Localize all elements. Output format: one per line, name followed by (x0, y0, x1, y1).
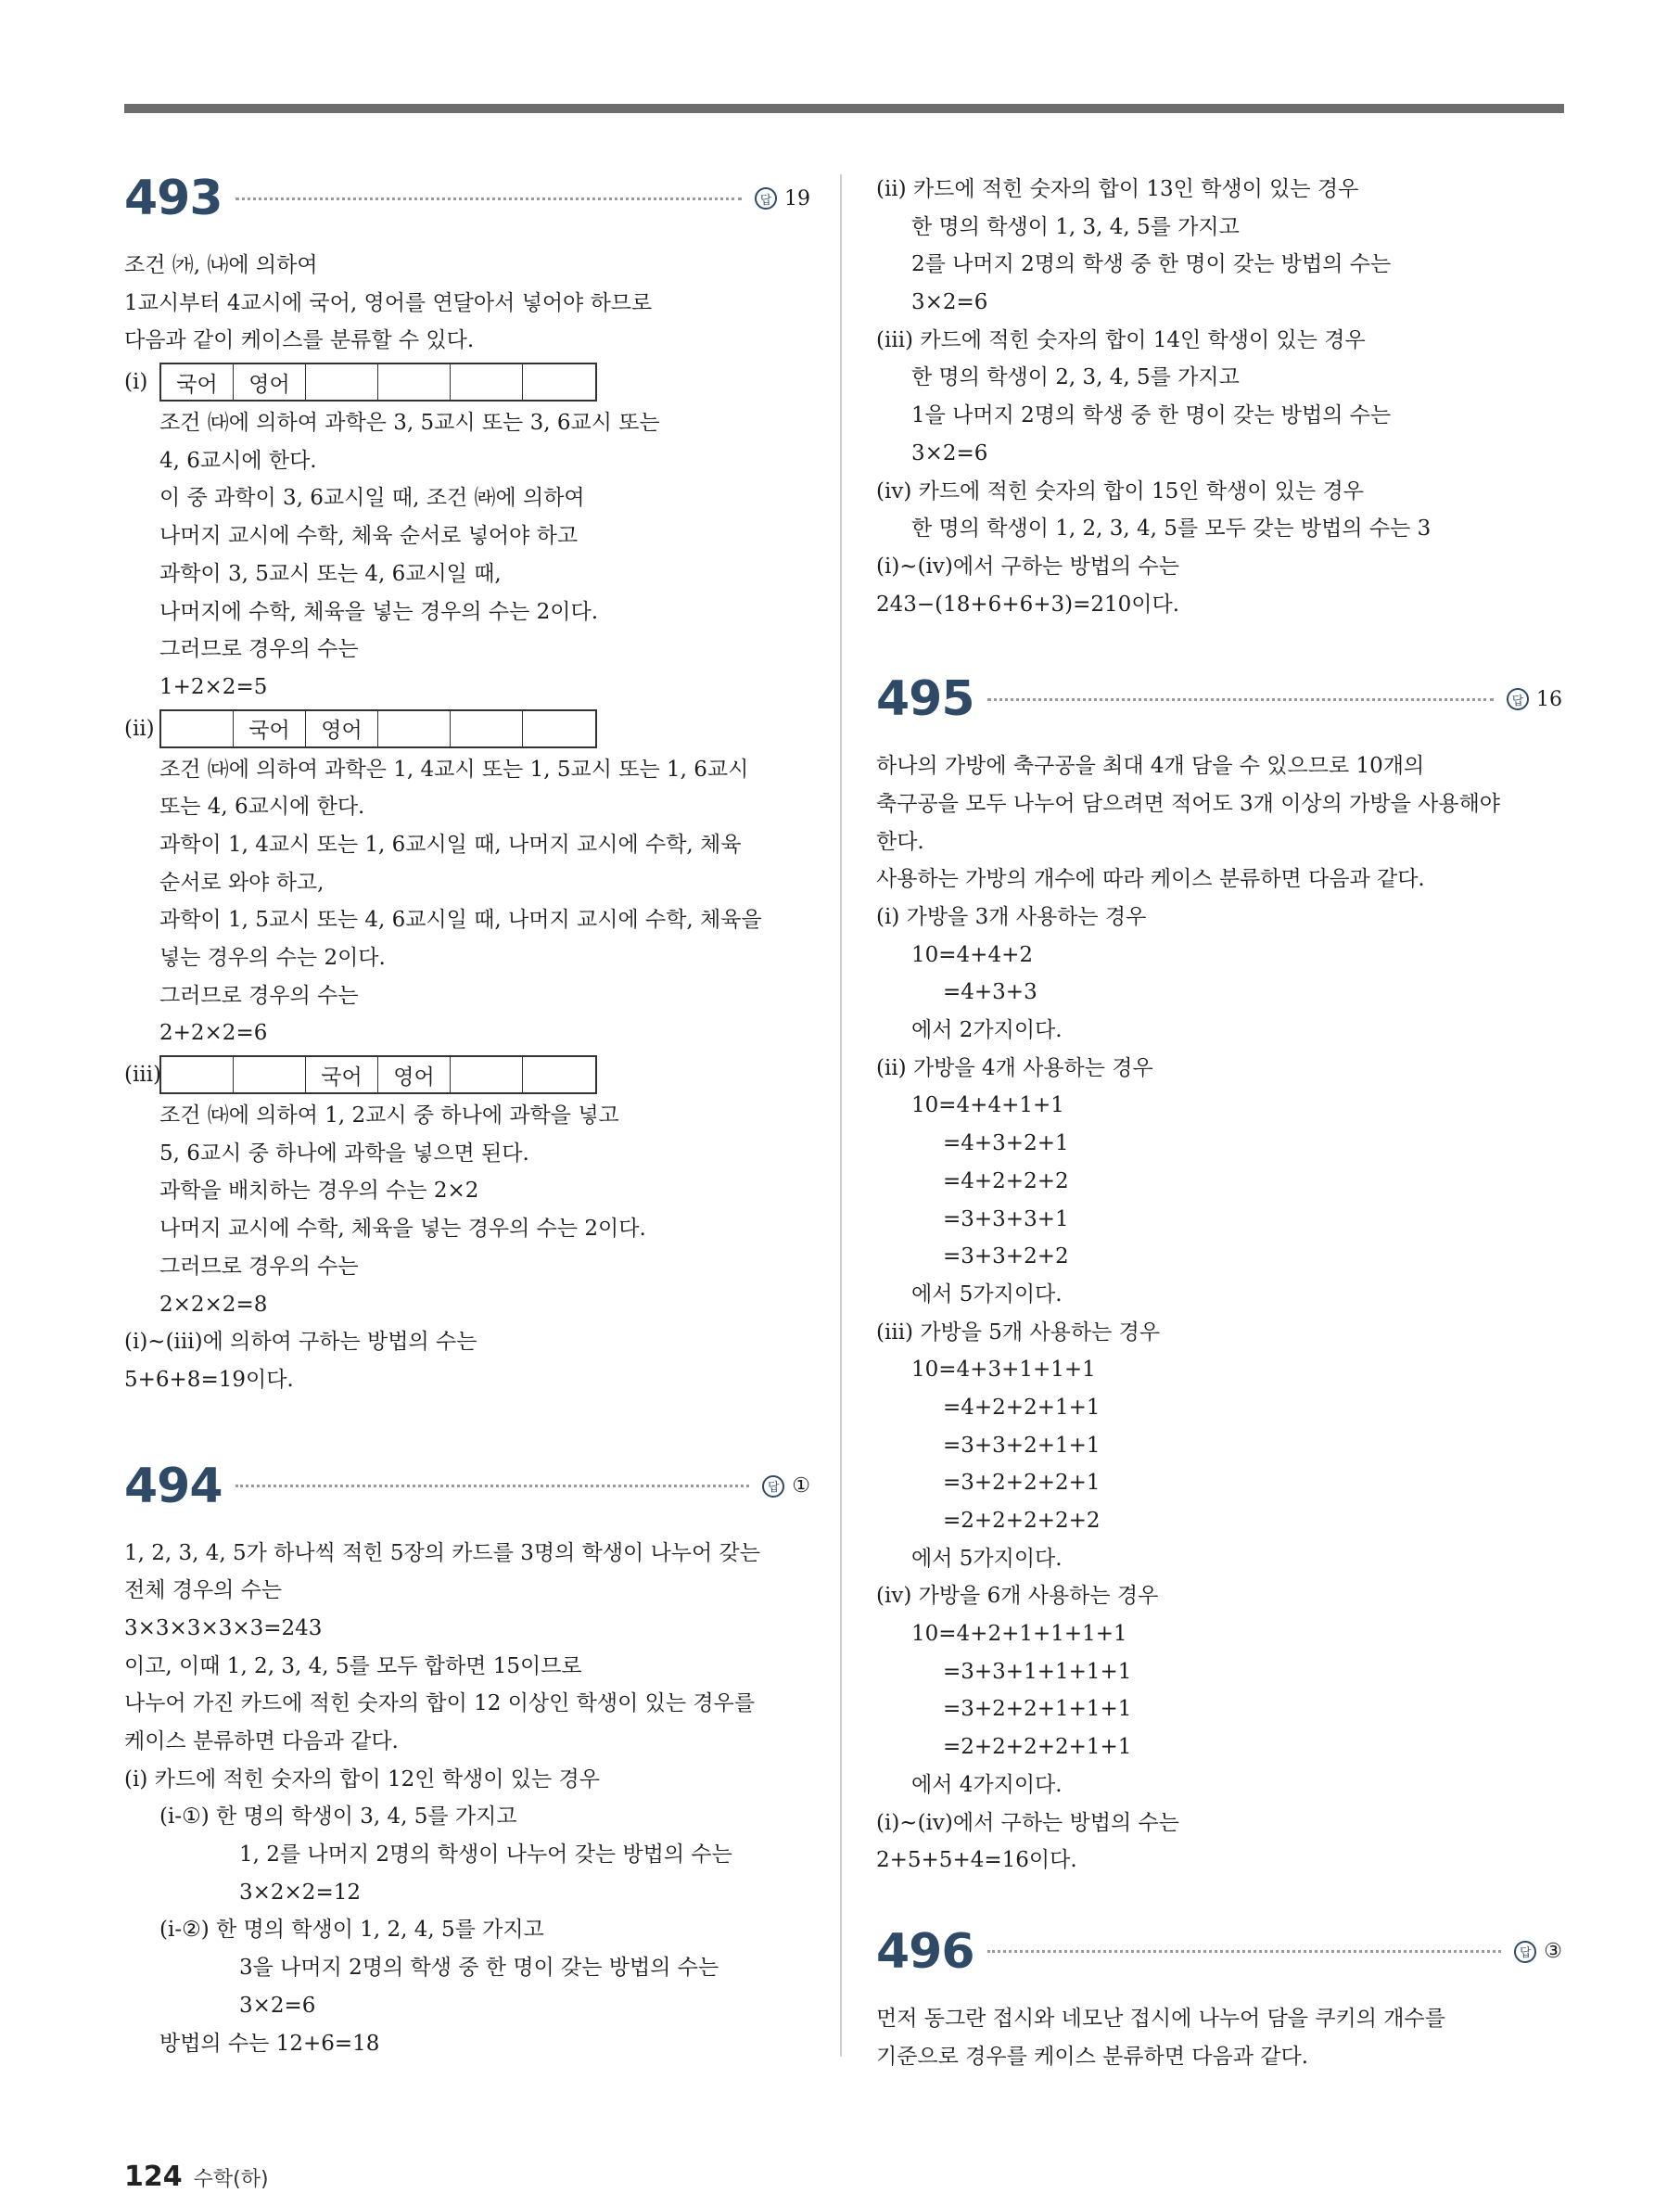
grid-cell: 영어 (234, 364, 306, 400)
equation-line: =3+2+2+2+1 (943, 1471, 1101, 1496)
text-line: 에서 4가지이다. (911, 1772, 1063, 1797)
grid-cell (523, 1057, 595, 1092)
equation-line: =4+2+2+2 (943, 1168, 1069, 1193)
page-number: 124 (124, 2161, 183, 2193)
text-line: (ⅳ) 가방을 6개 사용하는 경우 (876, 1584, 1159, 1609)
text-line: (ⅰ) 카드에 적힌 숫자의 합이 12인 학생이 있는 경우 (124, 1766, 600, 1791)
equation-line: 10=4+4+2 (911, 942, 1033, 967)
grid-cell (523, 711, 595, 746)
grid-cell: 국어 (306, 1057, 378, 1092)
case-table-row (124, 1052, 810, 1097)
answer-icon: 답 (755, 187, 777, 210)
text-line: 방법의 수는 12+6=18 (159, 2031, 380, 2056)
equation-line: 10=4+2+1+1+1+1 (911, 1622, 1127, 1647)
answer-value: 19 (784, 186, 810, 210)
text-line: 다음과 같이 케이스를 분류할 수 있다. (124, 328, 475, 353)
answer-icon: 답 (1507, 688, 1529, 710)
text-line: (ⅳ) 카드에 적힌 숫자의 합이 15인 학생이 있는 경우 (876, 478, 1364, 504)
dotted-leader (235, 1485, 750, 1487)
answer-box (1514, 1940, 1562, 1963)
equation-line: =3+2+2+1+1+1 (943, 1697, 1132, 1722)
text-line: 5, 6교시 중 하나에 과학을 넣으면 된다. (159, 1141, 529, 1166)
text-line: 조건 ㈐에 의하여 과학은 1, 4교시 또는 1, 5교시 또는 1, 6교시 (159, 757, 749, 782)
text-line: 3×2=6 (239, 1993, 316, 2018)
equation-line: 10=4+3+1+1+1 (911, 1358, 1096, 1383)
schedule-grid (159, 1055, 597, 1094)
problem-number: 496 (876, 1923, 974, 1980)
text-line: (ⅰ)~(ⅳ)에서 구하는 방법의 수는 (876, 554, 1179, 579)
grid-cell: 국어 (234, 711, 306, 746)
text-line: 2×2×2=8 (159, 1292, 268, 1317)
grid-cell (234, 1057, 306, 1092)
text-line: 이 중 과학이 3, 6교시일 때, 조건 ㈑에 의하여 (159, 486, 585, 511)
column-divider (840, 174, 842, 2057)
section-gap (876, 623, 1562, 664)
answer-box (1507, 688, 1562, 711)
text-line: 또는 4, 6교시에 한다. (159, 795, 365, 820)
text-line: 조건 ㈐에 의하여 1, 2교시 중 하나에 과학을 넣고 (159, 1103, 619, 1128)
grid-cell (523, 364, 595, 400)
schedule-grid (159, 363, 597, 402)
text-line: 한 명의 학생이 1, 2, 3, 4, 5를 모두 갖는 방법의 수는 3 (911, 516, 1432, 542)
equation-line: =4+3+3 (943, 980, 1037, 1005)
grid-cell (306, 364, 378, 400)
text-line: 1, 2를 나머지 2명의 학생이 나누어 갖는 방법의 수는 (239, 1842, 732, 1868)
equation-line: =3+3+3+1 (943, 1206, 1069, 1231)
subcase-label: (ⅰ-②) (159, 1918, 210, 1943)
problem-number: 493 (124, 171, 223, 226)
text-line: 한다. (876, 829, 924, 854)
grid-cell (451, 1057, 523, 1092)
top-rule (124, 104, 1564, 113)
text-line: (ⅰ)~(ⅳ)에서 구하는 방법의 수는 (876, 1810, 1179, 1835)
text-line: 1, 2, 3, 4, 5가 하나씩 적힌 5장의 카드를 3명의 학생이 나누어 갖는 (124, 1540, 760, 1565)
text-line: 과학을 배치하는 경우의 수는 2×2 (159, 1179, 479, 1204)
text-line: 3×2=6 (911, 290, 988, 315)
text-line: 1+2×2=5 (159, 674, 268, 699)
grid-cell: 국어 (161, 364, 234, 400)
answer-value: 16 (1536, 687, 1562, 711)
equation-line: =3+3+1+1+1+1 (943, 1659, 1132, 1684)
equation-line: 10=4+4+1+1 (911, 1093, 1064, 1118)
text-line: 과학이 3, 5교시 또는 4, 6교시일 때, (159, 561, 502, 586)
problem-number: 495 (876, 671, 974, 728)
grid-cell: 영어 (306, 711, 378, 746)
left-column (124, 163, 810, 2062)
problem-number: 494 (124, 1458, 223, 1514)
grid-cell (378, 711, 451, 746)
equation-line: =2+2+2+2+1+1 (943, 1735, 1132, 1760)
text-line: (ⅲ) 가방을 5개 사용하는 경우 (876, 1320, 1161, 1345)
text-line: 2+2×2=6 (159, 1021, 268, 1046)
subcase-line (124, 1798, 810, 1836)
equation-line: =4+2+2+1+1 (943, 1395, 1101, 1420)
answer-icon: 답 (1514, 1941, 1536, 1963)
text-line: (ⅱ) 카드에 적힌 숫자의 합이 13인 학생이 있는 경우 (876, 177, 1359, 201)
case-table-row (124, 707, 810, 751)
text-line: (ⅱ) 가방을 4개 사용하는 경우 (876, 1055, 1153, 1080)
answer-icon: 답 (762, 1475, 784, 1498)
dotted-leader (987, 1950, 1502, 1953)
grid-cell (451, 711, 523, 746)
section-gap (876, 1880, 1562, 1917)
dotted-leader (987, 698, 1494, 701)
case-label: (ⅱ) (124, 716, 155, 741)
text-line: 과학이 1, 5교시 또는 4, 6교시일 때, 나머지 교시에 수학, 체육을 (159, 908, 762, 933)
text-line: 나머지 교시에 수학, 체육을 넣는 경우의 수는 2이다. (159, 1217, 646, 1242)
subject-label: 수학(하) (193, 2168, 269, 2191)
text-line: 전체 경우의 수는 (124, 1578, 283, 1603)
text-line: (ⅰ)~(ⅲ)에 의하여 구하는 방법의 수는 (124, 1330, 477, 1355)
grid-cell: 영어 (378, 1057, 451, 1092)
answer-value: ① (792, 1474, 810, 1498)
text-line: 이고, 이때 1, 2, 3, 4, 5를 모두 합하면 15이므로 (124, 1653, 582, 1678)
text-line: 조건 ㈐에 의하여 과학은 3, 5교시 또는 3, 6교시 또는 (159, 411, 660, 436)
page-footer (124, 2161, 269, 2193)
text-line: 나누어 가진 카드에 적힌 숫자의 합이 12 이상인 학생이 있는 경우를 (124, 1691, 756, 1716)
grid-cell (161, 711, 234, 746)
text-line: 3×3×3×3×3=243 (124, 1615, 323, 1640)
text-line: 3×2×2=12 (239, 1880, 361, 1905)
equation-line: =2+2+2+2+2 (943, 1509, 1101, 1533)
text-line: 사용하는 가방의 개수에 따라 케이스 분류하면 다음과 같다. (876, 867, 1425, 892)
problem-496-header (876, 1917, 1562, 1987)
subcase-line (124, 1911, 810, 1949)
text-line: 에서 5가지이다. (911, 1281, 1063, 1307)
text-line: 1을 나머지 2명의 학생 중 한 명이 갖는 방법의 수는 (911, 403, 1392, 428)
dotted-leader (235, 198, 742, 200)
text-line: 조건 ㈎, ㈏에 의하여 (124, 253, 318, 277)
text-line: 한 명의 학생이 2, 3, 4, 5를 가지고 (911, 365, 1240, 390)
text-line: (ⅰ) 가방을 3개 사용하는 경우 (876, 905, 1147, 929)
right-column (876, 171, 1562, 2075)
text-line: 넣는 경우의 수는 2이다. (159, 946, 386, 970)
answer-box (762, 1474, 810, 1498)
problem-494-header (124, 1451, 810, 1522)
text-line: 2+5+5+4=16이다. (876, 1848, 1077, 1873)
section-gap (124, 1399, 810, 1451)
text-line: 3을 나머지 2명의 학생 중 한 명이 갖는 방법의 수는 (239, 1956, 719, 1981)
text-line: 2를 나머지 2명의 학생 중 한 명이 갖는 방법의 수는 (911, 252, 1392, 277)
text-line: (ⅲ) 카드에 적힌 숫자의 합이 14인 학생이 있는 경우 (876, 327, 1366, 352)
text-line: 1교시부터 4교시에 국어, 영어를 연달아서 넣어야 하므로 (124, 290, 653, 315)
grid-cell (451, 364, 523, 400)
problem-493-header (124, 163, 810, 234)
subcase-text: 한 명의 학생이 1, 2, 4, 5를 가지고 (216, 1918, 544, 1943)
grid-cell (161, 1057, 234, 1092)
problem-495-header (876, 664, 1562, 734)
text-line: 하나의 가방에 축구공을 최대 4개 담을 수 있으므로 10개의 (876, 754, 1425, 779)
text-line: 243−(18+6+6+3)=210이다. (876, 592, 1180, 617)
text-line: 그러므로 경우의 수는 (159, 637, 359, 662)
text-line: 3×2=6 (911, 440, 988, 465)
text-line: 5+6+8=19이다. (124, 1367, 294, 1392)
text-line: 한 명의 학생이 1, 3, 4, 5를 가지고 (911, 214, 1240, 239)
text-line: 그러므로 경우의 수는 (159, 1254, 359, 1279)
subcase-label: (ⅰ-①) (159, 1804, 210, 1830)
text-line: 먼저 동그란 접시와 네모난 접시에 나누어 담을 쿠키의 개수를 (876, 2006, 1445, 2031)
text-line: 과학이 1, 4교시 또는 1, 6교시일 때, 나머지 교시에 수학, 체육 (159, 832, 742, 857)
text-line: 축구공을 모두 나누어 담으려면 적어도 3개 이상의 가방을 사용해야 (876, 791, 1501, 816)
equation-line: =3+3+2+1+1 (943, 1433, 1101, 1458)
text-line: 순서로 와야 하고, (159, 870, 325, 895)
case-label: (ⅰ) (124, 370, 148, 395)
text-line: 케이스 분류하면 다음과 같다. (124, 1729, 399, 1753)
case-label: (ⅲ) (124, 1063, 162, 1088)
text-line: 그러므로 경우의 수는 (159, 983, 359, 1008)
text-line: 기준으로 경우를 케이스 분류하면 다음과 같다. (876, 2044, 1309, 2069)
answer-box (755, 187, 810, 210)
answer-value: ③ (1544, 1940, 1562, 1964)
text-line: 에서 5가지이다. (911, 1546, 1063, 1571)
equation-line: =4+3+2+1 (943, 1131, 1069, 1156)
case-table-row (124, 360, 810, 404)
subcase-text: 한 명의 학생이 3, 4, 5를 가지고 (216, 1804, 517, 1830)
schedule-grid (159, 709, 597, 748)
text-line: 에서 2가지이다. (911, 1018, 1063, 1043)
text-line: 나머지에 수학, 체육을 넣는 경우의 수는 2이다. (159, 599, 599, 624)
equation-line: =3+3+2+2 (943, 1244, 1069, 1269)
grid-cell (378, 364, 451, 400)
text-line: 4, 6교시에 한다. (159, 448, 317, 473)
text-line: 나머지 교시에 수학, 체육 순서로 넣어야 하고 (159, 524, 579, 549)
